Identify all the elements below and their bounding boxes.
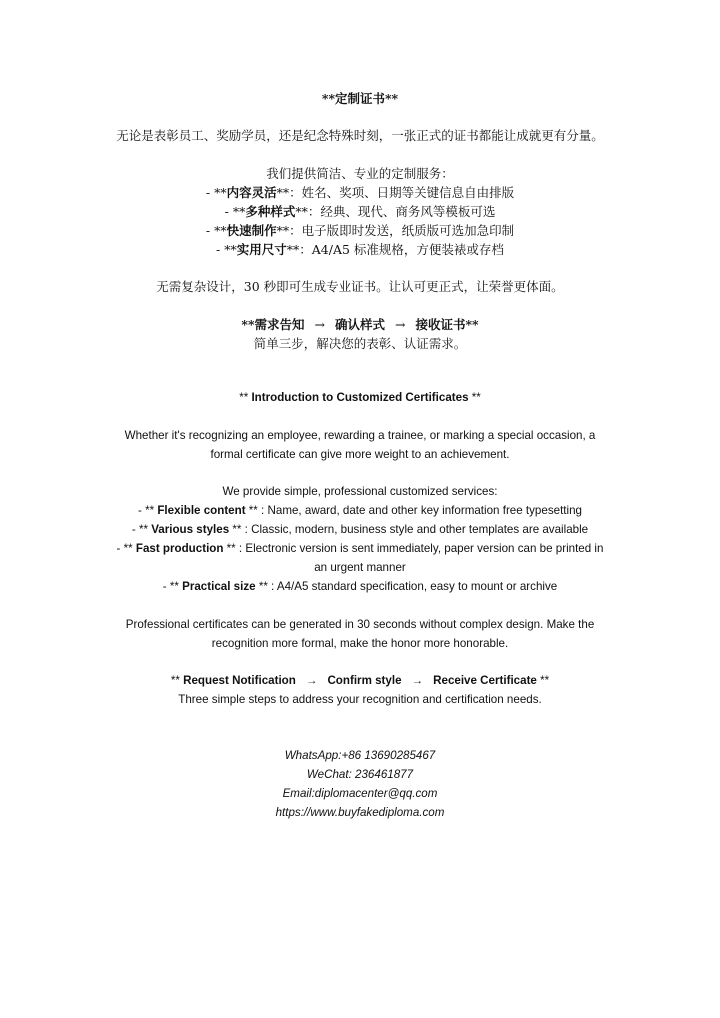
- cn-feature-desc: 电子版即时发送，纸质版可选加急印制: [301, 223, 515, 238]
- cn-feature-item: [0, 202, 720, 220]
- en-feature-item: [0, 504, 720, 517]
- cn-feature-name: 实用尺寸: [236, 242, 287, 257]
- en-feature-name: Flexible content: [157, 504, 246, 517]
- cn-step-3: 接收证书: [415, 317, 466, 332]
- en-feature-prefix: - **: [131, 523, 152, 536]
- en-step-2: Confirm style: [327, 674, 402, 687]
- cn-intro: 无论是表彰员工、奖励学员，还是纪念特殊时刻，一张正式的证书都能让成就更有分量。: [116, 128, 604, 143]
- cn-steps-caption: 简单三步，解决您的表彰、认证需求。: [253, 336, 467, 351]
- en-feature-continuation: an urgent manner: [314, 561, 406, 574]
- arrow-right-icon: →: [305, 674, 318, 687]
- en-feature-suffix: ** :: [229, 523, 252, 536]
- en-step-3: Receive Certificate: [433, 674, 537, 687]
- arrow-right-icon: →: [395, 317, 406, 332]
- en-closing-line2: recognition more formal, make the honor more honorable.: [211, 637, 509, 650]
- arrow-right-icon: →: [314, 317, 325, 332]
- en-steps-caption: Three simple steps to address your recognition and certification needs.: [178, 693, 542, 706]
- contact-email[interactable]: Email:diplomacenter@qq.com: [282, 787, 438, 800]
- en-steps-open: **: [170, 674, 184, 687]
- en-feature-suffix: ** :: [245, 504, 268, 517]
- en-feature-prefix: - **: [162, 580, 183, 593]
- en-title-open: **: [239, 391, 252, 404]
- en-feature-item: [0, 523, 720, 536]
- en-feature-desc: A4/A5 standard specification, easy to mount or archive: [276, 580, 558, 593]
- arrow-right-icon: →: [411, 674, 424, 687]
- cn-step-1: 需求告知: [254, 317, 305, 332]
- en-feature-name: Various styles: [151, 523, 230, 536]
- en-feature-name: Fast production: [135, 542, 224, 555]
- en-feature-desc: Name, award, date and other key information free typesetting: [267, 504, 582, 517]
- en-steps-close: **: [536, 674, 550, 687]
- cn-feature-prefix: - **: [216, 242, 237, 257]
- cn-feature-suffix: **：: [295, 204, 321, 219]
- cn-title: [0, 89, 720, 107]
- en-feature-prefix: - **: [137, 504, 158, 517]
- cn-steps: [0, 315, 720, 333]
- en-services-heading: We provide simple, professional customized services:: [222, 485, 498, 498]
- contact-website-link[interactable]: https://www.buyfakediploma.com: [275, 806, 445, 819]
- en-title-text: Introduction to Customized Certificates: [251, 391, 469, 404]
- en-feature-prefix: - **: [116, 542, 136, 555]
- cn-feature-desc: 经典、现代、商务风等模板可选: [320, 204, 496, 219]
- en-steps: [0, 674, 720, 687]
- en-title-close: **: [468, 391, 481, 404]
- cn-feature-item: [0, 221, 720, 239]
- en-feature-item: [0, 542, 720, 555]
- cn-services-heading: 我们提供简洁、专业的定制服务：: [266, 166, 454, 181]
- en-closing-line1: Professional certificates can be generated in 30 seconds without complex design. Make the: [125, 618, 595, 631]
- cn-feature-suffix: **：: [276, 185, 302, 200]
- cn-feature-suffix: **：: [286, 242, 312, 257]
- cn-steps-open: **: [241, 317, 255, 332]
- cn-feature-prefix: - **: [224, 204, 246, 219]
- en-feature-suffix: ** :: [223, 542, 246, 555]
- en-feature-name: Practical size: [182, 580, 256, 593]
- en-intro-line1: Whether it's recognizing an employee, rewarding a trainee, or marking a special occasion, a: [124, 429, 596, 442]
- en-feature-desc: Classic, modern, business style and other templates are available: [251, 523, 589, 536]
- cn-closing: 无需复杂设计，30 秒即可生成专业证书。让认可更正式，让荣誉更体面。: [156, 279, 564, 294]
- cn-feature-prefix: - **: [205, 185, 227, 200]
- cn-steps-close: **: [465, 317, 479, 332]
- cn-feature-item: [0, 183, 720, 201]
- contact-wechat: WeChat: 236461877: [306, 768, 414, 781]
- contact-whatsapp: WhatsApp:+86 13690285467: [284, 749, 436, 762]
- en-feature-item: [0, 580, 720, 593]
- cn-feature-item: [0, 240, 720, 258]
- cn-feature-name: 快速制作: [226, 223, 277, 238]
- en-intro-line2: formal certificate can give more weight to an achievement.: [210, 448, 510, 461]
- cn-step-2: 确认样式: [334, 317, 385, 332]
- cn-feature-desc: 姓名、奖项、日期等关键信息自由排版: [301, 185, 515, 200]
- cn-feature-name: 内容灵活: [226, 185, 277, 200]
- en-feature-suffix: ** :: [255, 580, 277, 593]
- cn-feature-name: 多种样式: [245, 204, 296, 219]
- cn-feature-suffix: **：: [276, 223, 302, 238]
- cn-title-text: **定制证书**: [321, 91, 399, 106]
- en-title: [0, 391, 720, 404]
- en-step-1: Request Notification: [183, 674, 296, 687]
- en-feature-desc: Electronic version is sent immediately, paper version can be printed in: [245, 542, 604, 555]
- cn-feature-desc: A4/A5 标准规格，方便装裱或存档: [311, 242, 504, 257]
- cn-feature-prefix: - **: [205, 223, 227, 238]
